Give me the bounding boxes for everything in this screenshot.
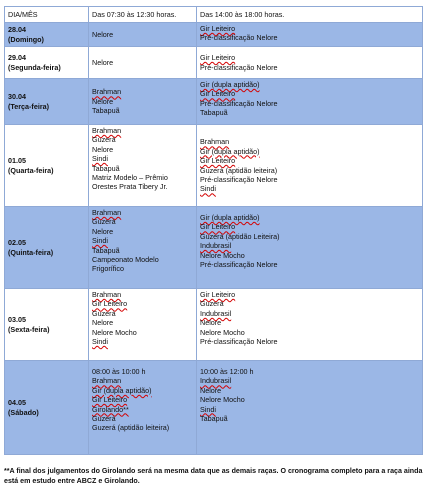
day-cell: 29.04 (Segunda-feira) <box>5 47 89 79</box>
day-cell: 30.04 (Terça-feira) <box>5 79 89 125</box>
morning-cell: Brahman Nelore Tabapuã <box>89 79 197 125</box>
morning-cell: Nelore <box>89 23 197 47</box>
table-row <box>5 207 423 289</box>
day-cell: 01.05 (Quarta-feira) <box>5 125 89 207</box>
morning-cell: Brahman Guzerá Nelore Sindi Tabapuã Matriz Modelo – Prêmio Orestes Prata Tibery Jr. <box>89 125 197 207</box>
table-row <box>5 289 423 361</box>
afternoon-cell: Gir Leiteiro Guzerá Indubrasil Nelore Nelore Mocho Pré-classificação Nelore <box>197 289 423 361</box>
header-day: DIA/MÊS <box>5 7 89 23</box>
afternoon-cell: Gir Leiteiro Pré-classificação Nelore <box>197 23 423 47</box>
header-morning: Das 07:30 às 12:30 horas. <box>89 7 197 23</box>
afternoon-cell: Brahman Gir (dupla aptidão) Gir Leiteiro Guzerá (aptidão leiteira) Pré-classificação Nelore Sindi <box>197 125 423 207</box>
day-cell: 04.05 (Sábado) <box>5 361 89 455</box>
schedule-table <box>4 6 423 455</box>
morning-cell: Brahman Gir Leiteiro Guzerá Nelore Nelore Mocho Sindi <box>89 289 197 361</box>
day-cell: 02.05 (Quinta-feira) <box>5 207 89 289</box>
morning-cell: 08:00 às 10:00 h Brahman Gir (dupla aptidão) Gir Leiteiro Girolando** Guzerá Guzerá (aptidão leiteira) <box>89 361 197 455</box>
afternoon-cell: Gir (dupla aptidão) Gir Leiteiro Guzerá (aptidão Leiteira) Indubrasil Nelore Mocho Pré-classificação Nelore <box>197 207 423 289</box>
header-row <box>5 7 423 23</box>
table-row <box>5 47 423 79</box>
afternoon-cell: Gir (dupla aptidão) Gir Leiteiro Pré-classificação Nelore Tabapuã <box>197 79 423 125</box>
table-row <box>5 79 423 125</box>
footnote: **A final dos julgamentos do Girolando será na mesma data que as demais raças. O cronograma completo para a raça ainda está em estudo entre ABCZ e Girolando. <box>4 467 423 485</box>
table-row <box>5 125 423 207</box>
day-cell: 28.04 (Domingo) <box>5 23 89 47</box>
morning-cell: Nelore <box>89 47 197 79</box>
table-row <box>5 361 423 455</box>
afternoon-cell: Gir Leiteiro Pré-classificação Nelore <box>197 47 423 79</box>
day-cell: 03.05 (Sexta-feira) <box>5 289 89 361</box>
morning-cell: Brahman Guzerá Nelore Sindi Tabapuã Campeonato Modelo Frigorífico <box>89 207 197 289</box>
table-row <box>5 23 423 47</box>
header-afternoon: Das 14:00 às 18:00 horas. <box>197 7 423 23</box>
afternoon-cell: 10:00 às 12:00 h Indubrasil Nelore Nelore Mocho Sindi Tabapuã <box>197 361 423 455</box>
